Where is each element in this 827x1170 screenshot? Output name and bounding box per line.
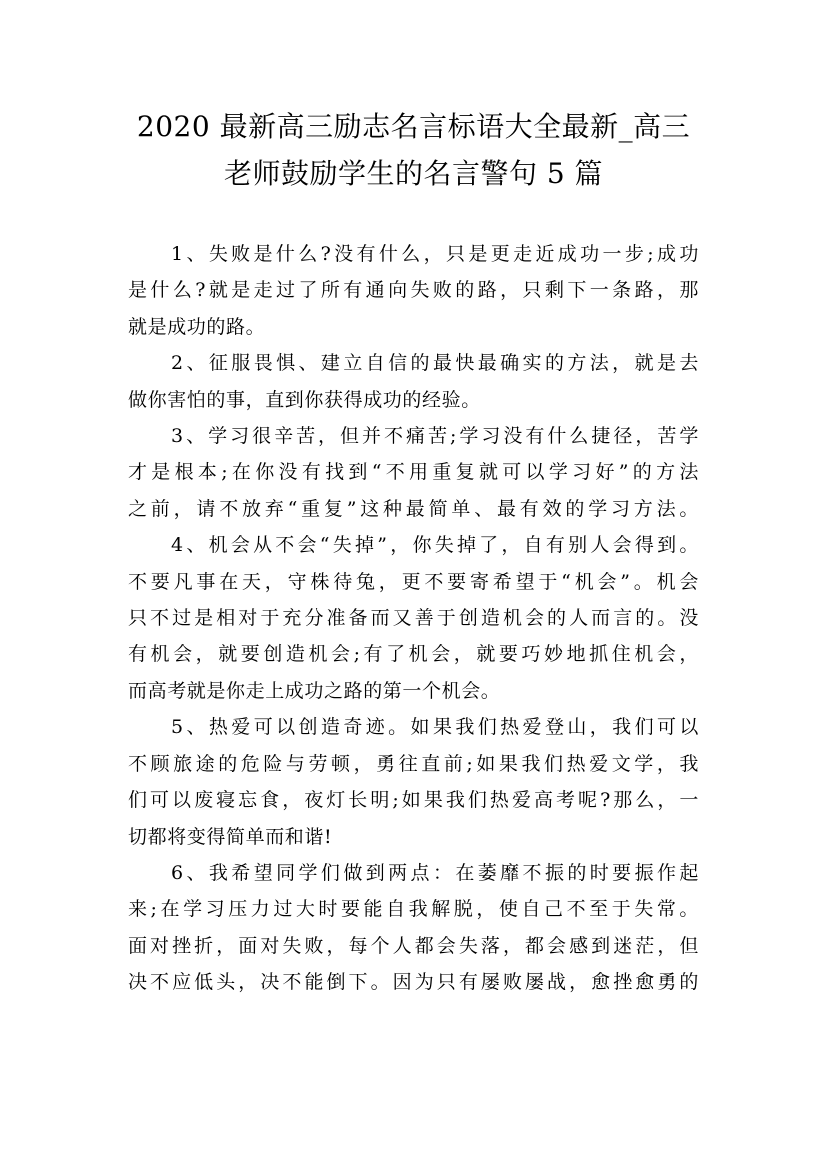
text-line: 6、我希望同学们做到两点：在萎靡不振的时要振作起 [171,861,699,884]
text-line: 来;在学习压力过大时要能自我解脱，使自己不至于失常。 [128,898,699,921]
text-line: 只不过是相对于充分准备而又善于创造机会的人而言的。没 [128,607,699,630]
text-line: 就是成功的路。 [128,315,266,338]
paragraph-3 [128,418,699,527]
paragraph-4 [128,527,699,709]
text-line: 们可以废寝忘食，夜灯长明;如果我们热爱高考呢?那么，一 [128,789,699,812]
text-line: 而高考就是你走上成功之路的第一个机会。 [128,679,501,702]
paragraph-1 [128,236,699,345]
text-line: 之前，请不放弃“重复”这种最简单、最有效的学习方法。 [128,497,699,520]
title-line: 2020 最新高三励志名言标语大全最新_高三 [136,110,691,143]
document-title [100,103,727,197]
text-line: 1、失败是什么?没有什么，只是更走近成功一步;成功 [171,243,699,265]
text-line: 是什么?就是走过了所有通向失败的路，只剩下一条路，那 [128,279,699,302]
text-line: 4、机会从不会“失掉”，你失掉了，自有别人会得到。 [171,534,699,557]
text-line: 面对挫折，面对失败，每个人都会失落，都会感到迷茫，但 [128,934,699,957]
text-line: 切都将变得简单而和谐! [128,825,333,848]
title-line: 老师鼓励学生的名言警句 5 篇 [223,157,604,190]
text-line: 2、征服畏惧、建立自信的最快最确实的方法，就是去 [171,352,699,375]
paragraph-6 [128,855,699,1001]
text-line: 5、热爱可以创造奇迹。如果我们热爱登山，我们可以 [171,716,699,739]
text-line: 做你害怕的事，直到你获得成功的经验。 [128,388,481,411]
text-line: 不顾旅途的危险与劳顿，勇往直前;如果我们热爱文学，我 [128,752,699,775]
text-line: 3、学习很辛苦，但并不痛苦;学习没有什么捷径，苦学 [171,425,699,448]
text-line: 决不应低头，决不能倒下。因为只有屡败屡战，愈挫愈勇的 [128,971,699,994]
text-line: 不要凡事在天，守株待兔，更不要寄希望于“机会”。机会 [128,570,699,593]
document-body [128,236,699,1001]
text-line: 才是根本;在你没有找到“不用重复就可以学习好”的方法 [128,461,699,484]
paragraph-5 [128,709,699,855]
paragraph-2 [128,345,699,418]
text-line: 有机会，就要创造机会;有了机会，就要巧妙地抓住机会， [128,643,699,666]
